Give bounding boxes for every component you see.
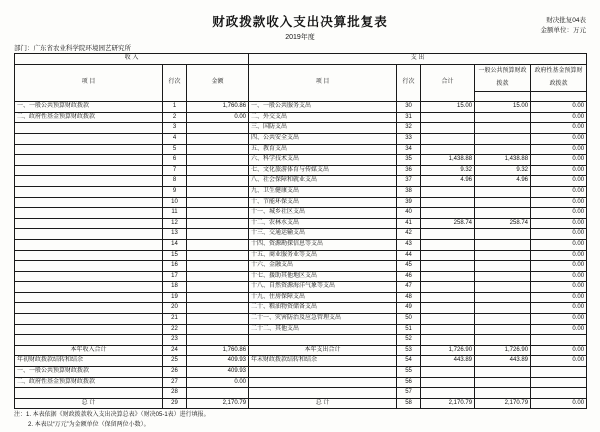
income-amount: 409.93 bbox=[187, 367, 249, 378]
form-number: 财决批复04表 bbox=[546, 17, 586, 24]
page-title: 财政拨款收入支出决算批复表 bbox=[212, 15, 388, 29]
gov-fund-header: 政府性基金预算财政拨款 bbox=[531, 64, 587, 91]
table-row bbox=[15, 292, 587, 303]
expense-item: 二十一、灾害防治及应急管理支出 bbox=[249, 314, 397, 325]
income-item bbox=[15, 165, 163, 176]
dept-label: 部门： bbox=[14, 45, 34, 52]
expense-total bbox=[421, 250, 475, 261]
expense-gf: 0.00 bbox=[531, 261, 587, 272]
expense-total bbox=[421, 144, 475, 155]
expense-line: 39 bbox=[397, 197, 421, 208]
expense-gf: 0.00 bbox=[531, 176, 587, 187]
table-row bbox=[15, 367, 587, 378]
income-amount bbox=[187, 271, 249, 282]
income-item bbox=[15, 250, 163, 261]
expense-line: 31 bbox=[397, 112, 421, 123]
income-amount bbox=[187, 335, 249, 346]
expense-gf bbox=[531, 388, 587, 399]
income-line: 1 bbox=[163, 102, 187, 113]
expense-item: 九、卫生健康支出 bbox=[249, 186, 397, 197]
table-group-header-row bbox=[15, 54, 587, 65]
income-item bbox=[15, 186, 163, 197]
expense-item: 总 计 bbox=[249, 398, 397, 409]
income-line: 10 bbox=[163, 197, 187, 208]
expense-total bbox=[421, 229, 475, 240]
expense-gf: 0.00 bbox=[531, 303, 587, 314]
expense-line: 46 bbox=[397, 271, 421, 282]
expense-total bbox=[421, 197, 475, 208]
table-row bbox=[15, 218, 587, 229]
table-row bbox=[15, 239, 587, 250]
expense-line: 40 bbox=[397, 208, 421, 219]
expense-gp bbox=[475, 303, 531, 314]
expense-item: 七、文化旅游体育与传媒支出 bbox=[249, 165, 397, 176]
expense-gp bbox=[475, 271, 531, 282]
income-line: 9 bbox=[163, 186, 187, 197]
dept-label-and-name bbox=[14, 43, 131, 52]
income-item bbox=[15, 282, 163, 293]
table-row bbox=[15, 356, 587, 367]
expense-line: 51 bbox=[397, 324, 421, 335]
table-notes bbox=[14, 411, 586, 430]
expense-gp bbox=[475, 377, 531, 388]
expense-gf: 0.00 bbox=[531, 271, 587, 282]
expense-gp bbox=[475, 229, 531, 240]
expense-gf: 0.00 bbox=[531, 239, 587, 250]
expense-item: 年末财政拨款结转和结余 bbox=[249, 356, 397, 367]
income-amount bbox=[187, 155, 249, 166]
expense-gp bbox=[475, 367, 531, 378]
expense-gp bbox=[475, 335, 531, 346]
income-item bbox=[15, 123, 163, 134]
income-item: 一、一般公共预算财政拨款 bbox=[15, 367, 163, 378]
expense-total bbox=[421, 324, 475, 335]
table-row bbox=[15, 314, 587, 325]
income-line: 24 bbox=[163, 345, 187, 356]
table-row bbox=[15, 165, 587, 176]
dept-row bbox=[14, 43, 586, 52]
expense-total-header: 合计 bbox=[421, 64, 475, 102]
income-line: 15 bbox=[163, 250, 187, 261]
expense-gf: 0.00 bbox=[531, 345, 587, 356]
expense-item: 十、节能环保支出 bbox=[249, 197, 397, 208]
expense-gf: 0.00 bbox=[531, 165, 587, 176]
expense-gp bbox=[475, 314, 531, 325]
expense-total bbox=[421, 335, 475, 346]
income-item bbox=[15, 239, 163, 250]
income-line: 8 bbox=[163, 176, 187, 187]
table-column-header-row bbox=[15, 64, 587, 91]
expense-item bbox=[249, 377, 397, 388]
income-item bbox=[15, 324, 163, 335]
income-item bbox=[15, 271, 163, 282]
expense-gp bbox=[475, 292, 531, 303]
expense-total bbox=[421, 208, 475, 219]
expense-line: 48 bbox=[397, 292, 421, 303]
expense-line: 36 bbox=[397, 165, 421, 176]
expense-total bbox=[421, 261, 475, 272]
fiscal-appropriation-table bbox=[14, 53, 587, 409]
income-amount bbox=[187, 239, 249, 250]
table-row bbox=[15, 282, 587, 293]
income-line: 5 bbox=[163, 144, 187, 155]
expense-gp bbox=[475, 186, 531, 197]
table-row bbox=[15, 377, 587, 388]
expense-gf: 0.00 bbox=[531, 398, 587, 409]
table-row bbox=[15, 176, 587, 187]
expense-gp bbox=[475, 261, 531, 272]
income-line: 29 bbox=[163, 398, 187, 409]
expense-line: 44 bbox=[397, 250, 421, 261]
table-row bbox=[15, 229, 587, 240]
expense-gp: 4.96 bbox=[475, 176, 531, 187]
income-item: 二、政府性基金预算财政拨款 bbox=[15, 377, 163, 388]
expense-line: 38 bbox=[397, 186, 421, 197]
income-amount bbox=[187, 144, 249, 155]
income-amount: 0.00 bbox=[187, 112, 249, 123]
income-item: 二、政府性基金预算财政拨款 bbox=[15, 112, 163, 123]
expense-gf: 0.00 bbox=[531, 186, 587, 197]
income-amount bbox=[187, 303, 249, 314]
expense-line: 50 bbox=[397, 314, 421, 325]
expense-gf: 0.00 bbox=[531, 314, 587, 325]
income-item bbox=[15, 388, 163, 399]
expense-item: 二十二、其他支出 bbox=[249, 324, 397, 335]
expense-total: 443.89 bbox=[421, 356, 475, 367]
expense-gp: 1,438.88 bbox=[475, 155, 531, 166]
expense-gp bbox=[475, 324, 531, 335]
income-amount bbox=[187, 123, 249, 134]
expense-total bbox=[421, 123, 475, 134]
expense-item: 十四、资源勘探信息等支出 bbox=[249, 239, 397, 250]
expense-line: 56 bbox=[397, 377, 421, 388]
expense-item: 二、外交支出 bbox=[249, 112, 397, 123]
expense-line: 33 bbox=[397, 133, 421, 144]
expense-item: 二十、粮油物资储备支出 bbox=[249, 303, 397, 314]
expense-gp bbox=[475, 208, 531, 219]
expense-gp: 9.32 bbox=[475, 165, 531, 176]
income-amount bbox=[187, 197, 249, 208]
expense-line: 45 bbox=[397, 261, 421, 272]
income-item: 年初财政拨款结转和结余 bbox=[15, 356, 163, 367]
expense-total bbox=[421, 239, 475, 250]
table-row-subtotal bbox=[15, 345, 587, 356]
expense-gp bbox=[475, 197, 531, 208]
expense-gf: 0.00 bbox=[531, 208, 587, 219]
table-row bbox=[15, 250, 587, 261]
expense-line: 42 bbox=[397, 229, 421, 240]
income-line: 11 bbox=[163, 208, 187, 219]
income-item bbox=[15, 292, 163, 303]
income-item: 本年收入合计 bbox=[15, 345, 163, 356]
income-group-header: 收 入 bbox=[15, 54, 249, 65]
income-item bbox=[15, 218, 163, 229]
expense-total bbox=[421, 186, 475, 197]
income-item bbox=[15, 335, 163, 346]
expense-gf: 0.00 bbox=[531, 356, 587, 367]
expense-group-header: 支 出 bbox=[249, 54, 587, 65]
table-row bbox=[15, 335, 587, 346]
expense-item bbox=[249, 367, 397, 378]
expense-item: 十七、援助其他地区支出 bbox=[249, 271, 397, 282]
expense-total: 2,170.79 bbox=[421, 398, 475, 409]
expense-line: 52 bbox=[397, 335, 421, 346]
expense-total: 1,726.90 bbox=[421, 345, 475, 356]
income-line: 23 bbox=[163, 335, 187, 346]
expense-item: 六、科学技术支出 bbox=[249, 155, 397, 166]
table-row bbox=[15, 261, 587, 272]
expense-item: 十六、金融支出 bbox=[249, 261, 397, 272]
expense-gf: 0.00 bbox=[531, 112, 587, 123]
expense-line: 37 bbox=[397, 176, 421, 187]
expense-gf: 0.00 bbox=[531, 324, 587, 335]
expense-item: 十八、自然资源海洋气象等支出 bbox=[249, 282, 397, 293]
income-item: 一、一般公共预算财政拨款 bbox=[15, 102, 163, 113]
expense-total bbox=[421, 303, 475, 314]
expense-gf: 0.00 bbox=[531, 229, 587, 240]
expense-gp bbox=[475, 123, 531, 134]
income-amount bbox=[187, 282, 249, 293]
expense-line: 53 bbox=[397, 345, 421, 356]
expense-total: 1,438.88 bbox=[421, 155, 475, 166]
expense-total bbox=[421, 314, 475, 325]
expense-item: 四、公共安全支出 bbox=[249, 133, 397, 144]
table-row bbox=[15, 112, 587, 123]
expense-gp bbox=[475, 133, 531, 144]
income-line: 19 bbox=[163, 292, 187, 303]
table-row bbox=[15, 271, 587, 282]
expense-item: 十三、交通运输支出 bbox=[249, 229, 397, 240]
income-amount: 0.00 bbox=[187, 377, 249, 388]
expense-line: 30 bbox=[397, 102, 421, 113]
expense-line: 43 bbox=[397, 239, 421, 250]
expense-total bbox=[421, 282, 475, 293]
income-amount: 409.93 bbox=[187, 356, 249, 367]
note-line-2: 2. 本表以“万元”为金额单位（保留两位小数）。 bbox=[28, 421, 150, 428]
general-public-header: 一般公共预算财政拨款 bbox=[475, 64, 531, 91]
expense-gf bbox=[531, 377, 587, 388]
income-amount-header: 金额 bbox=[187, 64, 249, 102]
dept-name: 广东省农业科学院环境园艺研究所 bbox=[33, 45, 131, 52]
income-line: 28 bbox=[163, 388, 187, 399]
expense-item: 三、国防支出 bbox=[249, 123, 397, 134]
income-item-num bbox=[475, 91, 531, 102]
expense-item bbox=[249, 388, 397, 399]
table-row-total bbox=[15, 398, 587, 409]
income-line: 4 bbox=[163, 133, 187, 144]
expense-line: 55 bbox=[397, 367, 421, 378]
income-line: 17 bbox=[163, 271, 187, 282]
income-line: 26 bbox=[163, 367, 187, 378]
income-amount: 1,760.86 bbox=[187, 102, 249, 113]
income-amount bbox=[187, 229, 249, 240]
expense-gp: 258.74 bbox=[475, 218, 531, 229]
income-line: 7 bbox=[163, 165, 187, 176]
table-row bbox=[15, 208, 587, 219]
expense-total bbox=[421, 112, 475, 123]
expense-total: 258.74 bbox=[421, 218, 475, 229]
table-row bbox=[15, 197, 587, 208]
table-row bbox=[15, 123, 587, 134]
income-item-header: 项 目 bbox=[15, 64, 163, 102]
income-amount bbox=[187, 186, 249, 197]
income-line: 13 bbox=[163, 229, 187, 240]
income-line: 25 bbox=[163, 356, 187, 367]
expense-gf: 0.00 bbox=[531, 282, 587, 293]
table-row bbox=[15, 186, 587, 197]
income-item bbox=[15, 303, 163, 314]
expense-item: 五、教育支出 bbox=[249, 144, 397, 155]
table-row bbox=[15, 144, 587, 155]
income-line: 16 bbox=[163, 261, 187, 272]
income-line-num bbox=[531, 91, 587, 102]
income-amount bbox=[187, 250, 249, 261]
income-line: 27 bbox=[163, 377, 187, 388]
income-amount: 1,760.86 bbox=[187, 345, 249, 356]
income-item bbox=[15, 133, 163, 144]
expense-total bbox=[421, 388, 475, 399]
expense-gf: 0.00 bbox=[531, 155, 587, 166]
income-amount bbox=[187, 324, 249, 335]
income-amount bbox=[187, 165, 249, 176]
expense-line: 47 bbox=[397, 282, 421, 293]
income-line: 12 bbox=[163, 218, 187, 229]
expense-gf bbox=[531, 367, 587, 378]
income-line: 22 bbox=[163, 324, 187, 335]
expense-item: 十一、城乡社区支出 bbox=[249, 208, 397, 219]
expense-line: 54 bbox=[397, 356, 421, 367]
expense-item bbox=[249, 335, 397, 346]
table-row bbox=[15, 155, 587, 166]
income-amount bbox=[187, 292, 249, 303]
expense-line: 58 bbox=[397, 398, 421, 409]
expense-total bbox=[421, 367, 475, 378]
income-amount bbox=[187, 208, 249, 219]
expense-total bbox=[421, 292, 475, 303]
expense-line: 49 bbox=[397, 303, 421, 314]
expense-total: 9.32 bbox=[421, 165, 475, 176]
fiscal-year: 2019年度 bbox=[285, 34, 315, 41]
form-meta bbox=[541, 16, 587, 36]
income-line: 21 bbox=[163, 314, 187, 325]
income-amount bbox=[187, 218, 249, 229]
income-line: 14 bbox=[163, 239, 187, 250]
expense-total bbox=[421, 377, 475, 388]
expense-line: 57 bbox=[397, 388, 421, 399]
expense-gp bbox=[475, 144, 531, 155]
table-row bbox=[15, 324, 587, 335]
income-line: 2 bbox=[163, 112, 187, 123]
expense-item: 八、社会保障和就业支出 bbox=[249, 176, 397, 187]
amount-unit: 金额单位：万元 bbox=[540, 26, 586, 34]
expense-gf: 0.00 bbox=[531, 102, 587, 113]
income-item bbox=[15, 314, 163, 325]
income-line: 3 bbox=[163, 123, 187, 134]
income-item: 总 计 bbox=[15, 398, 163, 409]
expense-gf bbox=[531, 335, 587, 346]
expense-gf: 0.00 bbox=[531, 197, 587, 208]
expense-gf: 0.00 bbox=[531, 133, 587, 144]
expense-gp bbox=[475, 239, 531, 250]
expense-total bbox=[421, 271, 475, 282]
table-row bbox=[15, 388, 587, 399]
table-row bbox=[15, 102, 587, 113]
expense-gp bbox=[475, 112, 531, 123]
income-amount bbox=[187, 176, 249, 187]
expense-line: 41 bbox=[397, 218, 421, 229]
expense-line: 35 bbox=[397, 155, 421, 166]
expense-gf: 0.00 bbox=[531, 292, 587, 303]
income-item bbox=[15, 155, 163, 166]
income-amount: 2,170.79 bbox=[187, 398, 249, 409]
note-line-1: 注：1. 本表依据《财政拨款收入支出决算总表》（财决05-1表）进行填报。 bbox=[14, 412, 210, 419]
expense-item: 十五、商业服务业等支出 bbox=[249, 250, 397, 261]
income-line: 20 bbox=[163, 303, 187, 314]
income-amount bbox=[187, 261, 249, 272]
expense-gp bbox=[475, 388, 531, 399]
income-item bbox=[15, 144, 163, 155]
expense-gp: 15.00 bbox=[475, 102, 531, 113]
expense-gp: 443.89 bbox=[475, 356, 531, 367]
expense-gf: 0.00 bbox=[531, 250, 587, 261]
income-line: 18 bbox=[163, 282, 187, 293]
expense-line: 34 bbox=[397, 144, 421, 155]
expense-total bbox=[421, 133, 475, 144]
expense-gp: 1,726.90 bbox=[475, 345, 531, 356]
table-row bbox=[15, 133, 587, 144]
income-line-header: 行次 bbox=[163, 64, 187, 102]
expense-item: 本年支出合计 bbox=[249, 345, 397, 356]
expense-gf: 0.00 bbox=[531, 144, 587, 155]
expense-gp: 2,170.79 bbox=[475, 398, 531, 409]
expense-gf: 0.00 bbox=[531, 218, 587, 229]
expense-item: 十二、农林水支出 bbox=[249, 218, 397, 229]
expense-line-header: 行次 bbox=[397, 64, 421, 102]
income-line: 6 bbox=[163, 155, 187, 166]
income-item bbox=[15, 229, 163, 240]
expense-item: 十九、住房保障支出 bbox=[249, 292, 397, 303]
table-row bbox=[15, 303, 587, 314]
expense-item-header: 项 目 bbox=[249, 64, 397, 102]
income-amount bbox=[187, 388, 249, 399]
income-amount bbox=[187, 314, 249, 325]
expense-gp bbox=[475, 282, 531, 293]
expense-item: 一、一般公共服务支出 bbox=[249, 102, 397, 113]
income-item bbox=[15, 176, 163, 187]
expense-gp bbox=[475, 250, 531, 261]
expense-gf: 0.00 bbox=[531, 123, 587, 134]
expense-line: 32 bbox=[397, 123, 421, 134]
expense-total: 4.96 bbox=[421, 176, 475, 187]
expense-total: 15.00 bbox=[421, 102, 475, 113]
income-amount bbox=[187, 133, 249, 144]
income-item bbox=[15, 208, 163, 219]
income-item bbox=[15, 197, 163, 208]
income-item bbox=[15, 261, 163, 272]
